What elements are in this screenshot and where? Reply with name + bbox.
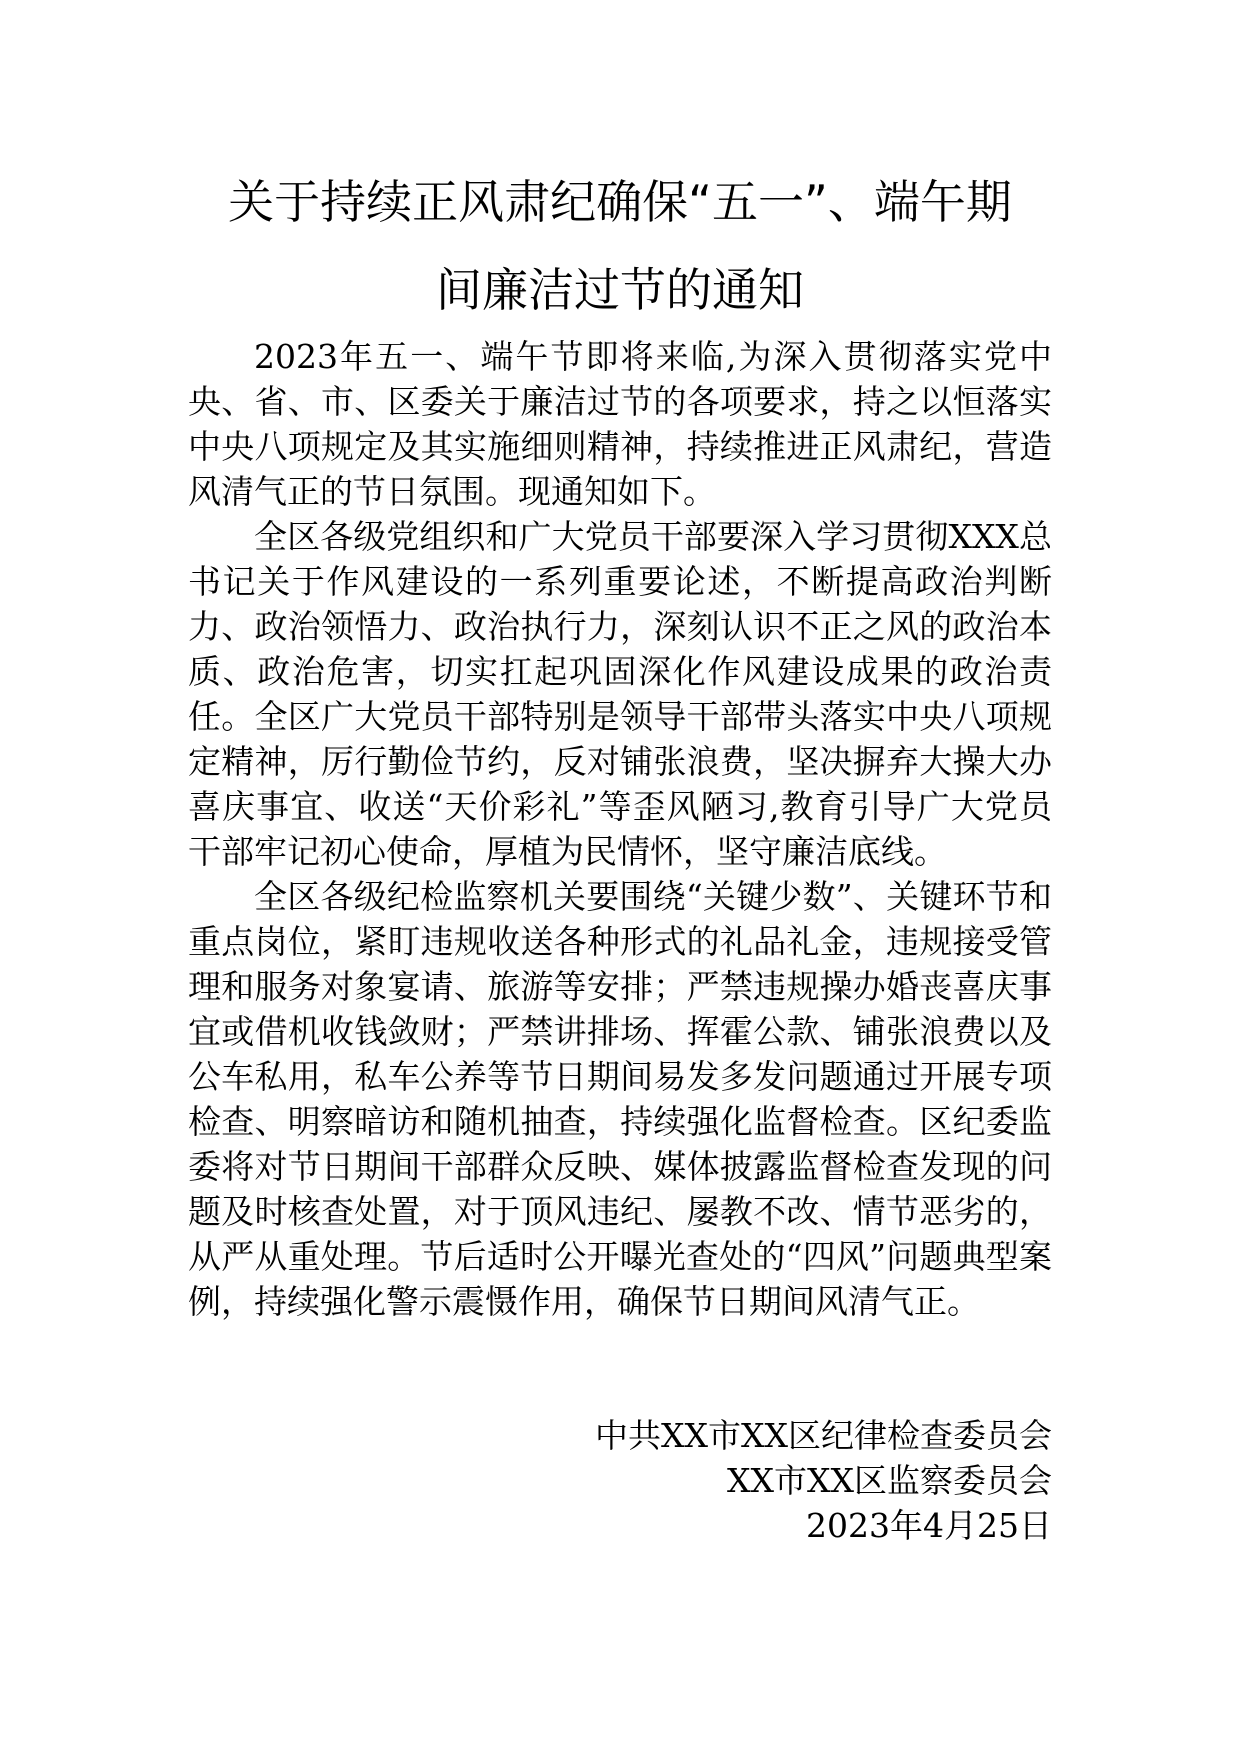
document-title-line-2: 间廉洁过节的通知	[436, 263, 804, 317]
body-paragraph-2: 全区各级党组织和广大党员干部要深入学习贯彻XXX总书记关于作风建设的一系列重要论述，不断提高政治判断力、政治领悟力、政治执行力，深刻认识不正之风的政治本质、政治危害，切实扛起巩固深化作风建设成果的政治责任。全区广大党员干部特别是领导干部带头落实中央八项规定精神，厉行勤俭节约，反对铺张浪费，坚决摒弃大操大办喜庆事宜、收送“天价彩礼”等歪风陋习,教育引导广大党员干部牢记初心使命，厚植为民情怀，坚守廉洁底线。	[188, 517, 1052, 871]
body-paragraph-3: 全区各级纪检监察机关要围绕“关键少数”、关键环节和重点岗位，紧盯违规收送各种形式的礼品礼金，违规接受管理和服务对象宴请、旅游等安排；严禁违规操办婚丧喜庆事宜或借机收钱敛财；严禁讲排场、挥霍公款、铺张浪费以及公车私用，私车公养等节日期间易发多发问题通过开展专项检查、明察暗访和随机抽查，持续强化监督检查。区纪委监委将对节日期间干部群众反映、媒体披露监督检查发现的问题及时核查处置，对于顶风违纪、屡教不改、情节恶劣的，从严从重处理。节后适时公开曝光查处的“四风”问题典型案例，持续强化警示震慑作用，确保节日期间风清气正。	[188, 877, 1052, 1321]
signature-org-1: 中共XX市XX区纪律检查委员会	[595, 1416, 1052, 1455]
document-title-line-1: 关于持续正风肃纪确保“五一”、端午期	[228, 175, 1012, 229]
signature-org-2: XX市XX区监察委员会	[727, 1461, 1052, 1500]
signature-block	[560, 1413, 1052, 1548]
body-paragraph-1: 2023年五一、端午节即将来临,为深入贯彻落实党中央、省、市、区委关于廉洁过节的各项要求，持之以恒落实中央八项规定及其实施细则精神，持续推进正风肃纪，营造风清气正的节日氛围。现通知如下。	[188, 337, 1052, 511]
signature-date: 2023年4月25日	[806, 1506, 1052, 1545]
document-body	[188, 334, 1052, 1324]
